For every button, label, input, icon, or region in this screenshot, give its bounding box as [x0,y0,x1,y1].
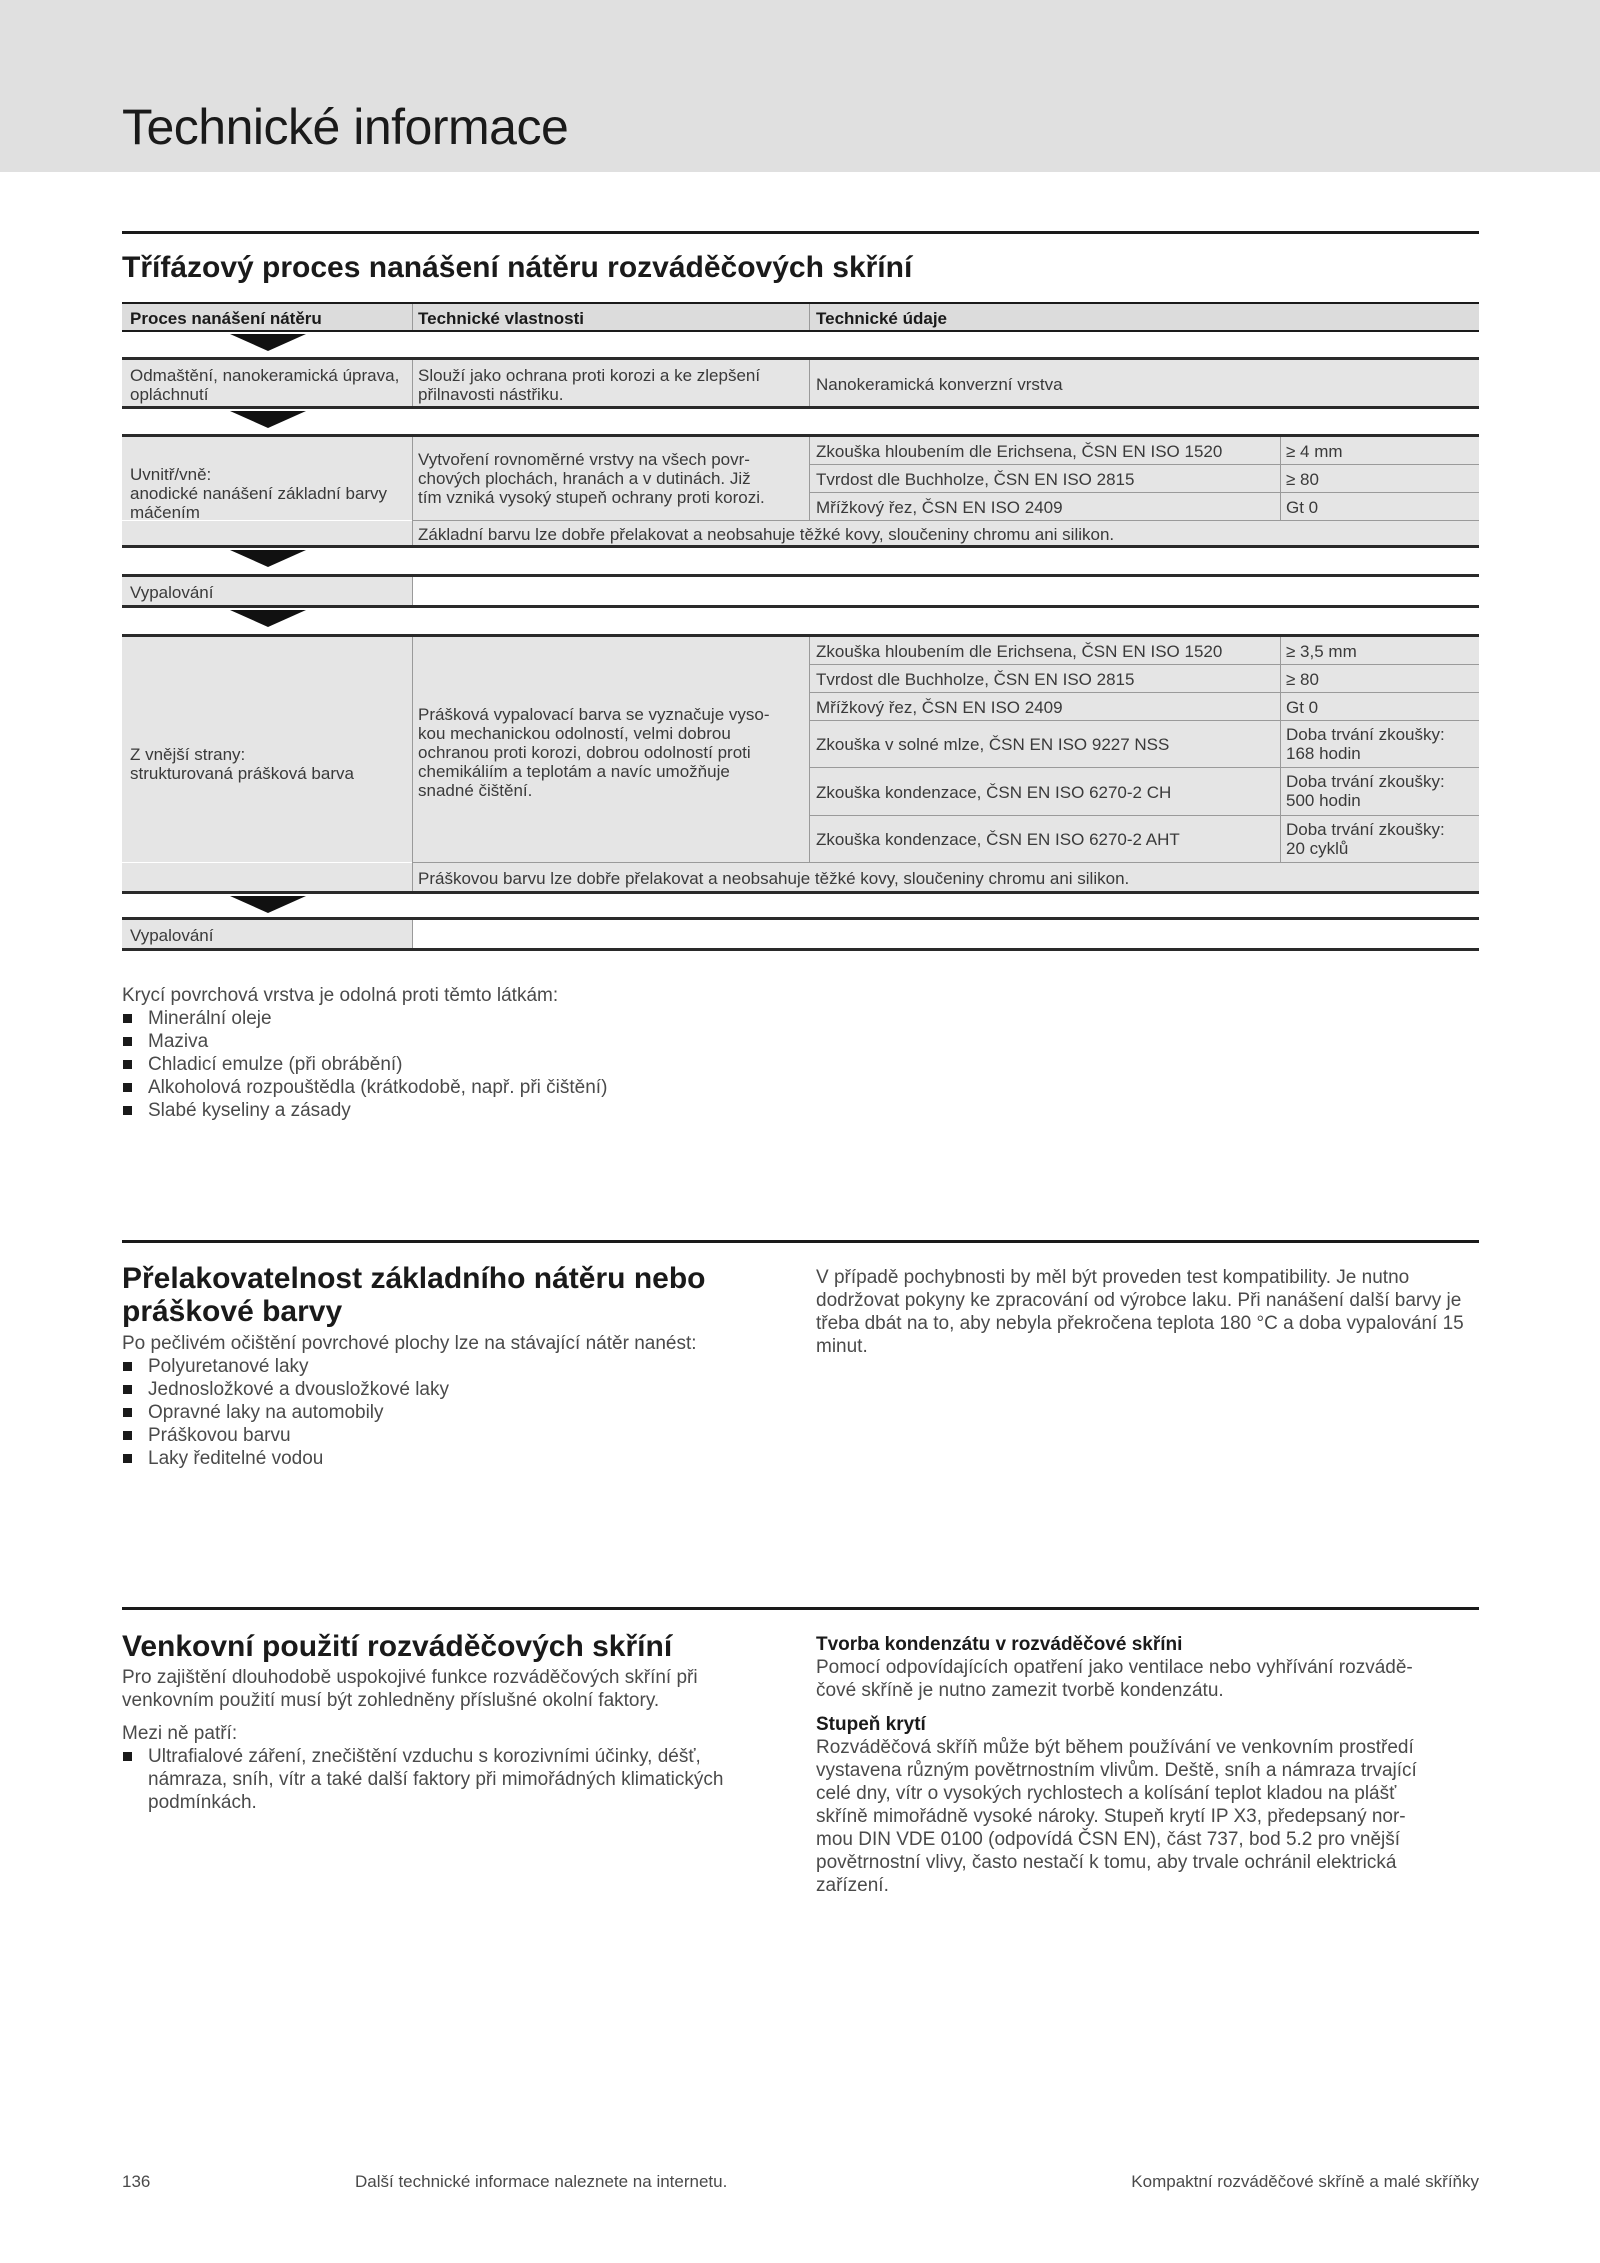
test-name: Mřížkový řez, ČSN EN ISO 2409 [816,498,1063,517]
list-item: Slabé kyseliny a zásady [122,1099,822,1122]
property-text: Vytvoření rovnoměrné vrstvy na všech povr- chových plochách, hranách a v dutinách. Již tím vzniká vysoký stupeň ochrany proti korozi. [418,450,765,507]
protection-text: Rozváděčová skříň může být během používání ve venkovním prostředí vystavena různým povětrnostním vlivům. Deště, sníh a námraza trvající celé dny, vítr o vysokých rychlostech a kolísání teplot kladou na plášť skříně mimořádně vysoké nároky. Stupeň krytí IP X3, předepsaný nor- mou DIN VDE 0100 (odpovídá ČSN EN), část 737, bod 5.2 pro vnější povětrnostní vlivy, často nestačí k tomu, aby trvale ochránil elektrická zařízení. [816,1737,1417,1896]
test-name: Zkouška kondenzace, ČSN EN ISO 6270-2 CH [816,783,1172,802]
process-arrow-icon [230,334,306,351]
test-value: Doba trvání zkoušky: 500 hodin [1286,772,1445,810]
footer-title: Kompaktní rozváděčové skříně a malé skříňky [1131,2172,1479,2191]
test-value: Doba trvání zkoušky: 168 hodin [1286,725,1445,763]
list-item: Opravné laky na automobily [122,1401,782,1424]
test-name: Zkouška kondenzace, ČSN EN ISO 6270-2 AHT [816,830,1180,849]
recoat-block [122,1332,782,1470]
outdoor-intro: Pro zajištění dlouhodobě uspokojivé funkce rozváděčových skříní při venkovním použití musí být zohledněny příslušné okolní faktory. [122,1667,698,1711]
test-name: Tvrdost dle Buchholze, ČSN EN ISO 2815 [816,670,1135,689]
process-step: Vypalování [130,926,214,945]
test-value: Gt 0 [1286,498,1319,517]
test-value: Gt 0 [1286,698,1319,717]
test-name: Tvrdost dle Buchholze, ČSN EN ISO 2815 [816,470,1135,489]
column-header: Technické údaje [816,309,948,328]
list-item: Jednosložkové a dvousložkové laky [122,1378,782,1401]
test-value: ≥ 80 [1286,670,1319,689]
list-item: Alkoholová rozpouštědla (krátkodobě, např. při čištění) [122,1076,822,1099]
list-item: Maziva [122,1030,822,1053]
resistance-intro: Krycí povrchová vrstva je odolná proti těmto látkám: [122,985,559,1006]
process-arrow-icon [230,896,306,913]
table-row [122,357,1479,409]
section-rule [122,1607,1479,1610]
test-value: ≥ 3,5 mm [1286,642,1357,661]
section-rule [122,1240,1479,1243]
property-text: Prášková vypalovací barva se vyznačuje vyso- kou mechanickou odolností, velmi dobrou ochranou proti korozi, dobrou odolností proti chemikáliím a teplotám a navíc umožňuje snadné čištění. [418,705,770,800]
outdoor-list-intro: Mezi ně patří: [122,1723,238,1744]
process-step: Uvnitř/vně: anodické nanášení základní barvy máčením [130,465,388,522]
section-rule [122,231,1479,234]
test-name: Zkouška v solné mlze, ČSN EN ISO 9227 NSS [816,735,1170,754]
process-step: Vypalování [130,583,214,602]
column-header: Proces nanášení nátěru [130,309,322,328]
process-arrow-icon [230,411,306,428]
condensation-heading: Tvorba kondenzátu v rozváděčové skříni [816,1634,1183,1655]
protection-heading: Stupeň krytí [816,1714,926,1735]
list-item: Práškovou barvu [122,1424,782,1447]
property-text: Slouží jako ochrana proti korozi a ke zlepšení přilnavosti nástřiku. [418,366,761,404]
process-step: Z vnější strany: strukturovaná prášková barva [130,745,354,783]
test-name: Zkouška hloubením dle Erichsena, ČSN EN ISO 1520 [816,442,1223,461]
compatibility-text: V případě pochybnosti by měl být proveden test kompatibility. Je nutno dodržovat pokyny ke zpracování od výrobce laku. Při nanášení další barvy je třeba dbát na to, aby nebyla překročena teplota 180 °C a doba vypalování 15 minut. [816,1267,1464,1357]
table-note: Práškovou barvu lze dobře přelakovat a neobsahuje těžké kovy, sloučeniny chromu ani silikon. [418,869,1130,888]
column-header: Technické vlastnosti [418,309,584,328]
condensation-text: Pomocí odpovídajících opatření jako ventilace nebo vyhřívání rozvádě- čové skříně je nutno zamezit tvorbě kondenzátu. [816,1657,1413,1701]
page-title: Technické informace [122,99,569,155]
process-arrow-icon [230,550,306,567]
process-step: Odmaštění, nanokeramická úprava, opláchnutí [130,366,400,404]
resistance-block [122,984,822,1122]
recoat-intro: Po pečlivém očištění povrchové plochy lze na stávající nátěr nanést: [122,1333,697,1354]
test-value: Doba trvání zkoušky: 20 cyklů [1286,820,1445,858]
technical-data: Nanokeramická konverzní vrstva [816,375,1063,394]
test-name: Zkouška hloubením dle Erichsena, ČSN EN ISO 1520 [816,642,1223,661]
test-value: ≥ 80 [1286,470,1319,489]
section-heading: Přelakovatelnost základního nátěru nebo práškové barvy [122,1262,706,1328]
footer-info: Další technické informace naleznete na internetu. [355,2172,728,2191]
page-number: 136 [122,2172,151,2191]
list-item: Laky ředitelné vodou [122,1447,782,1470]
section-heading: Třífázový proces nanášení nátěru rozváděčových skříní [122,251,913,284]
table-row [122,434,1479,548]
outdoor-block [122,1666,782,1814]
table-header [122,302,1479,332]
table-row [122,917,1479,951]
test-value: ≥ 4 mm [1286,442,1343,461]
test-name: Mřížkový řez, ČSN EN ISO 2409 [816,698,1063,717]
list-item: Minerální oleje [122,1007,822,1030]
section-heading: Venkovní použití rozváděčových skříní [122,1630,673,1663]
table-note: Základní barvu lze dobře přelakovat a neobsahuje těžké kovy, sloučeniny chromu ani silikon. [418,525,1115,544]
process-arrow-icon [230,610,306,627]
list-item: Polyuretanové laky [122,1355,782,1378]
table-row [122,574,1479,608]
list-item: Ultrafialové záření, znečištění vzduchu s korozivními účinky, déšť, námraza, sníh, vítr a také další faktory při mimořádných klimatických podmínkách. [122,1745,782,1814]
list-item: Chladicí emulze (při obrábění) [122,1053,822,1076]
table-row [122,634,1479,894]
